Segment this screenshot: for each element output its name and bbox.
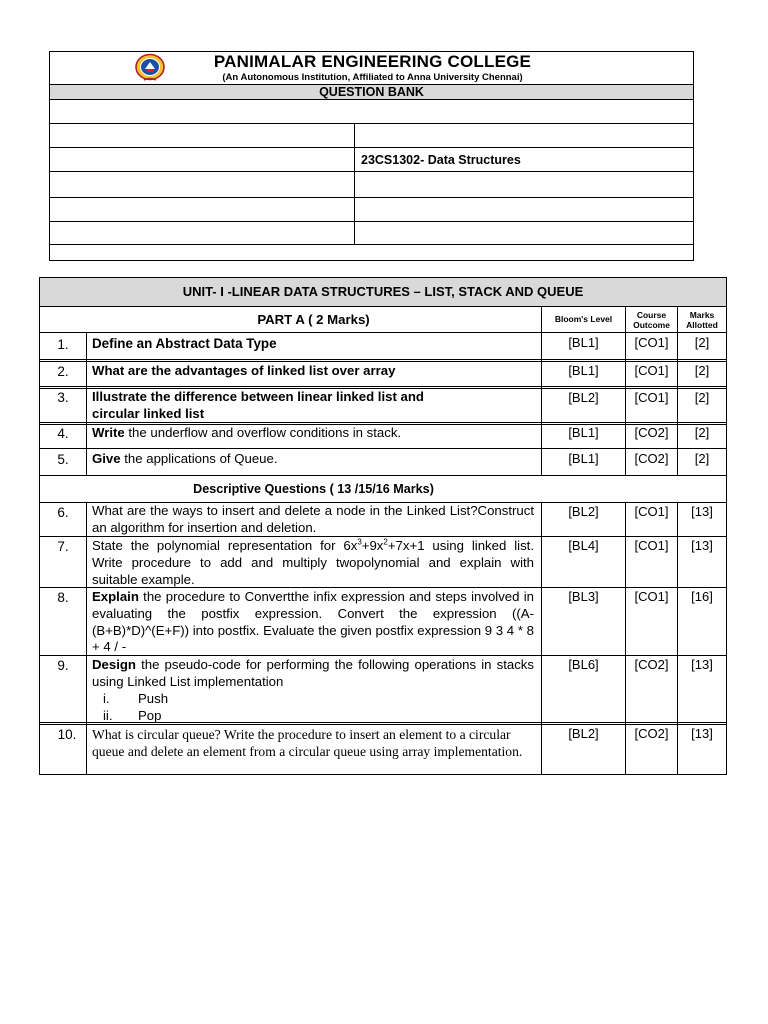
- question-verb: Give: [92, 451, 121, 466]
- course-outcome-header: [626, 310, 677, 330]
- marks: [13]: [691, 504, 713, 519]
- question-number: 8.: [57, 590, 69, 605]
- blooms-level: [BL6]: [568, 657, 599, 672]
- question-bank-title: QUESTION BANK: [319, 85, 424, 99]
- marks: [13]: [691, 657, 713, 672]
- question-number: 5.: [57, 452, 69, 467]
- blooms-level: [BL2]: [568, 390, 599, 405]
- course-outcome: [CO1]: [634, 363, 669, 378]
- course-code: 23CS1302- Data Structures: [361, 153, 521, 167]
- marks-header-line1: Marks: [689, 310, 715, 320]
- question-text-line: Illustrate the difference between linear linked list and: [92, 389, 424, 404]
- question-text: What are the advantages of linked list over array: [92, 363, 396, 378]
- descriptive-heading: Descriptive Questions ( 13 /15/16 Marks): [193, 482, 434, 496]
- question-text-line: circular linked list: [92, 405, 205, 421]
- blooms-level: [BL3]: [568, 589, 599, 604]
- question-rest: the underflow and overflow conditions in stack.: [124, 425, 402, 440]
- question-text-part: +9x: [361, 538, 384, 553]
- question-verb: Write: [92, 425, 125, 440]
- question-number: 10.: [57, 727, 77, 742]
- blooms-level: [BL1]: [568, 425, 599, 440]
- course-outcome: [CO1]: [634, 335, 669, 350]
- marks: [13]: [691, 726, 713, 741]
- course-outcome: [CO1]: [634, 504, 669, 519]
- marks: [16]: [691, 589, 713, 604]
- part-a-heading: PART A ( 2 Marks): [257, 312, 370, 327]
- question-text: What is circular queue? Write the procedure to insert an element to a circular queue and delete an element from a circular queue using array implementation.: [92, 727, 523, 759]
- course-outcome: [CO2]: [634, 451, 669, 466]
- blooms-level: [BL1]: [568, 363, 599, 378]
- blooms-level: [BL1]: [568, 451, 599, 466]
- course-outcome: [CO1]: [634, 390, 669, 405]
- course-outcome: [CO2]: [634, 425, 669, 440]
- question-number: 2.: [57, 364, 69, 379]
- question-text: [92, 657, 534, 691]
- question-number: 7.: [57, 539, 69, 554]
- sub-item-marker: i.: [103, 691, 110, 706]
- sub-item-marker: ii.: [103, 708, 113, 723]
- question-number: 6.: [57, 505, 69, 520]
- course-outcome: [CO2]: [634, 726, 669, 741]
- question-text: [92, 425, 537, 442]
- question-text: What are the ways to insert and delete a node in the Linked List?Construct an algorithm for insertion and deletion.: [92, 503, 534, 535]
- question-number: 4.: [57, 426, 69, 441]
- marks-header: [678, 310, 726, 330]
- question-rest: the procedure to Convertthe infix expression and steps involved in evaluating the postfix expression. Convert the expression ((A-(B+B)*D)^(E+F)) into postfix. Evaluate the given postfix expression 9 3 4 * 8 + 4 / -: [92, 589, 534, 655]
- exponent: 3: [357, 537, 362, 547]
- exponent: 2: [383, 537, 388, 547]
- blooms-level-header: Bloom's Level: [554, 314, 613, 324]
- question-text-part: +7x+1 using linked list. Write procedure to add and multiply twopolynomial and explain with suitable example.: [92, 538, 534, 587]
- question-rest: the pseudo-code for performing the following operations in stacks using Linked List implementation: [92, 657, 534, 689]
- question-verb: Design: [92, 657, 136, 672]
- question-text-part: State the polynomial representation for 6x: [92, 538, 358, 553]
- course-outcome: [CO1]: [634, 589, 669, 604]
- marks: [13]: [691, 538, 713, 553]
- question-text: Define an Abstract Data Type: [92, 336, 277, 351]
- question-text: [92, 589, 534, 656]
- marks: [2]: [694, 451, 710, 466]
- blooms-level: [BL1]: [568, 335, 599, 350]
- course-outcome-header-line2: Outcome: [633, 320, 670, 330]
- marks: [2]: [694, 390, 710, 405]
- course-outcome: [CO1]: [634, 538, 669, 553]
- sub-item-text: Pop: [138, 708, 162, 723]
- sub-item-text: Push: [138, 691, 169, 706]
- marks-header-line2: Allotted: [686, 320, 718, 330]
- blooms-level: [BL4]: [568, 538, 599, 553]
- question-number: 1.: [57, 337, 69, 352]
- question-text: [92, 451, 537, 468]
- course-outcome: [CO2]: [634, 657, 669, 672]
- course-outcome-header-line1: Course: [636, 310, 667, 320]
- college-name: PANIMALAR ENGINEERING COLLEGE: [213, 52, 532, 71]
- marks: [2]: [694, 363, 710, 378]
- blooms-level: [BL2]: [568, 726, 599, 741]
- college-logo-icon: [133, 53, 167, 83]
- question-number: 3.: [57, 390, 69, 405]
- question-verb: Explain: [92, 589, 139, 604]
- question-text: [92, 389, 537, 423]
- college-subtitle: (An Autonomous Institution, Affiliated to Anna University Chennai): [222, 72, 523, 83]
- question-rest: the applications of Queue.: [120, 451, 278, 466]
- unit-title: UNIT- I -LINEAR DATA STRUCTURES – LIST, STACK AND QUEUE: [182, 284, 584, 299]
- question-number: 9.: [57, 658, 69, 673]
- blooms-level: [BL2]: [568, 504, 599, 519]
- marks: [2]: [694, 335, 710, 350]
- question-text: [92, 538, 534, 588]
- marks: [2]: [694, 425, 710, 440]
